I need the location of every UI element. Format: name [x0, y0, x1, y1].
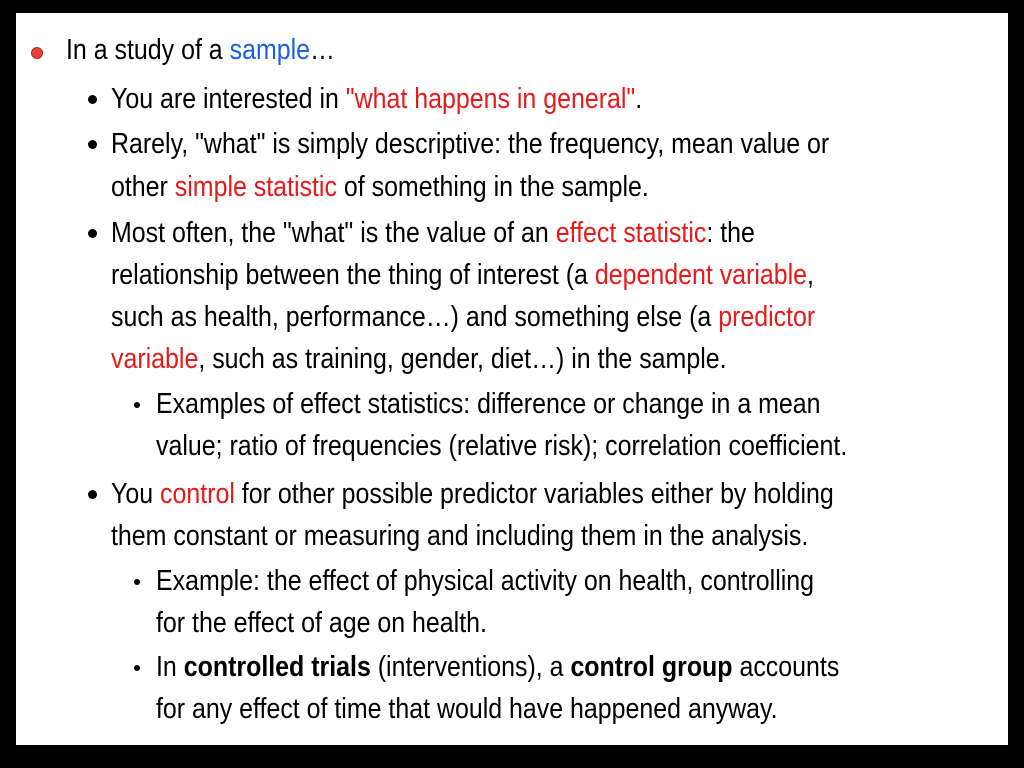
p3-line1-suffix: : the — [706, 217, 755, 249]
p3a-line2-text: value; ratio of frequencies (relative risk); correlation coefficient. — [156, 430, 848, 462]
p3a-line1-text: Examples of effect statistics: difference or change in a mean — [156, 388, 821, 420]
p4b-bold-controlled-trials: controlled trials — [183, 651, 371, 683]
p1-prefix: You are interested in — [111, 83, 346, 115]
p3-line2-suffix: , — [807, 259, 814, 291]
p3-line3 — [111, 300, 815, 334]
p4-highlight-control: control — [160, 478, 235, 510]
p1-line — [111, 82, 642, 116]
p4b-line1 — [156, 650, 839, 684]
p4-line1-prefix: You — [111, 478, 161, 510]
heading-line — [66, 33, 335, 67]
p3-highlight-variable: variable — [111, 343, 199, 375]
slide — [16, 13, 1008, 745]
bullet-icon — [88, 140, 97, 149]
heading-suffix: … — [310, 34, 335, 66]
bullet-icon — [134, 402, 140, 408]
p3-highlight-predictor: predictor — [718, 301, 816, 333]
bullet-icon — [31, 47, 43, 59]
p4a-line2-text: for the effect of age on health. — [156, 607, 487, 639]
p3-line1-prefix: Most often, the "what" is the value of an — [111, 217, 556, 249]
p4b-line1-suffix: accounts — [732, 651, 840, 683]
p4-line2-text: them constant or measuring and including them in the analysis. — [111, 520, 809, 552]
bullet-icon — [88, 95, 97, 104]
p3-line4-suffix: , such as training, gender, diet…) in the sample. — [198, 343, 727, 375]
p4-line2 — [111, 519, 808, 553]
p3-line4 — [111, 342, 727, 376]
p4-line1 — [111, 477, 834, 511]
bullet-icon — [88, 490, 97, 499]
p1-highlight: "what happens in general" — [345, 83, 636, 115]
bullet-icon — [88, 229, 97, 238]
p4b-line2 — [156, 692, 778, 726]
p4a-line1-text: Example: the effect of physical activity on health, controlling — [156, 565, 815, 597]
p3-line2 — [111, 258, 814, 292]
heading-prefix: In a study of a — [66, 34, 230, 66]
p2-line2 — [111, 170, 649, 204]
p4a-line2 — [156, 606, 487, 640]
bullet-icon — [134, 579, 140, 585]
p3a-line2 — [156, 429, 847, 463]
p4b-line2-text: for any effect of time that would have happened anyway. — [156, 693, 778, 725]
p2-line2-suffix: of something in the sample. — [336, 171, 649, 203]
p1-suffix: . — [635, 83, 643, 115]
p4b-bold-control-group: control group — [570, 651, 733, 683]
bullet-icon — [134, 665, 140, 671]
p3-line2-prefix: relationship between the thing of interest (a — [111, 259, 595, 291]
p2-highlight: simple statistic — [174, 171, 337, 203]
p4b-line1-prefix: In — [156, 651, 184, 683]
p4-line1-suffix: for other possible predictor variables either by holding — [234, 478, 834, 510]
p4b-line1-mid: (interventions), a — [370, 651, 571, 683]
heading-highlight: sample — [229, 34, 311, 66]
p2-line1-text: Rarely, "what" is simply descriptive: the frequency, mean value or — [111, 128, 830, 160]
p3-line1 — [111, 216, 755, 250]
p3-highlight-effect-statistic: effect statistic — [555, 217, 707, 249]
p2-line2-prefix: other — [111, 171, 175, 203]
p3a-line1 — [156, 387, 821, 421]
p4a-line1 — [156, 564, 814, 598]
p3-highlight-dependent-variable: dependent variable — [594, 259, 808, 291]
p3-line3-prefix: such as health, performance…) and something else (a — [111, 301, 719, 333]
p2-line1 — [111, 127, 829, 161]
